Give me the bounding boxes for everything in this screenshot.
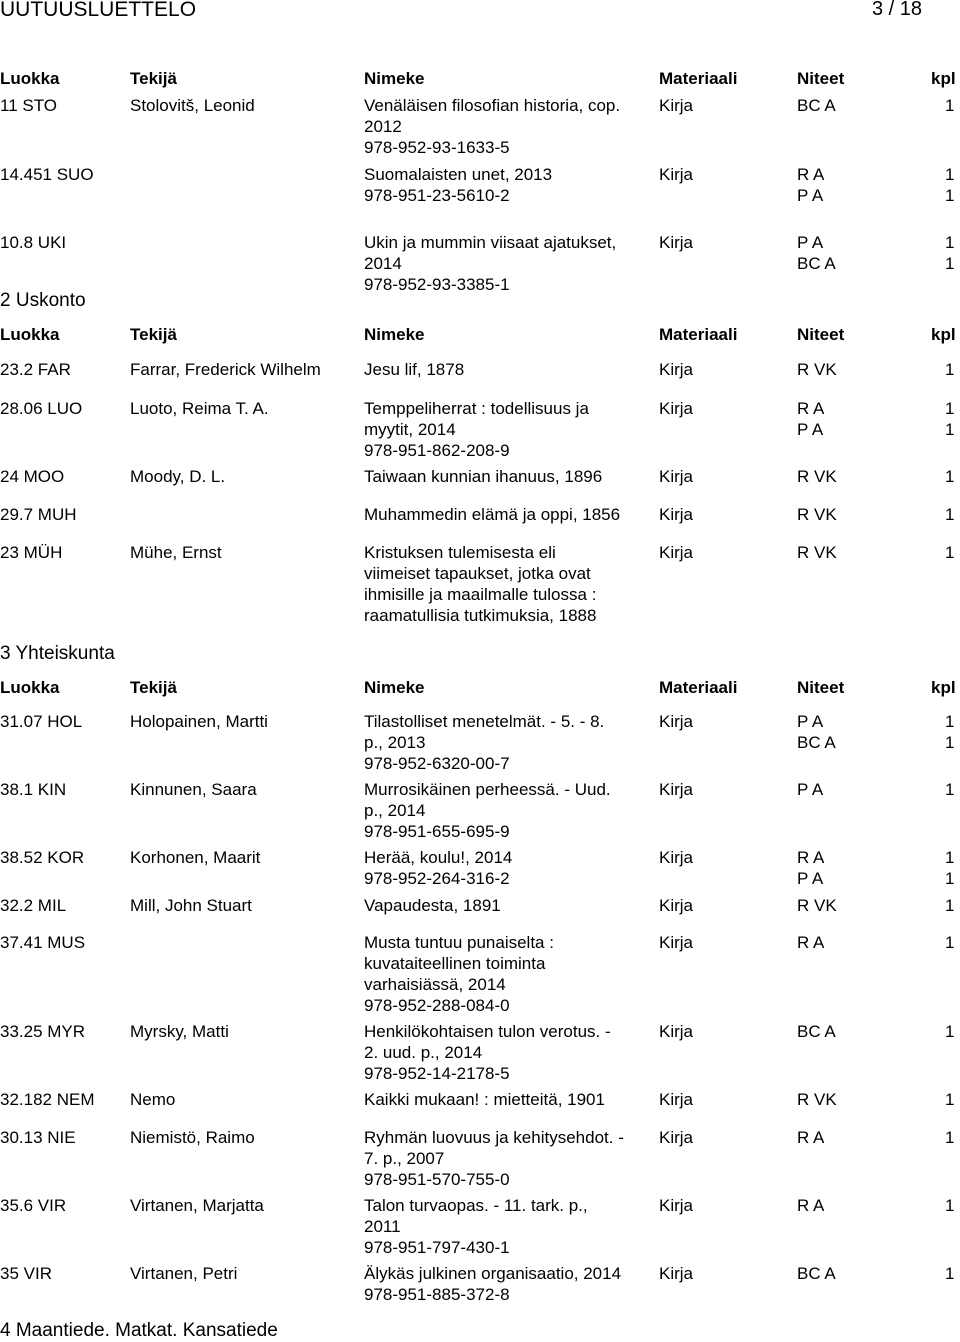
copies-location: [797, 542, 897, 563]
copy-count: [945, 466, 960, 487]
title-line: Musta tuntuu punaiselta :: [364, 933, 554, 952]
copy-count-line: 1: [945, 869, 955, 888]
copies-location-line: R VK: [797, 467, 837, 486]
material: Kirja: [659, 1022, 694, 1041]
title-line: p., 2013: [364, 733, 426, 752]
title-cell: [364, 1195, 654, 1258]
copies-location: [797, 895, 897, 916]
title-line: varhaisiässä, 2014: [364, 975, 506, 994]
class-code: 38.1 KIN: [0, 780, 67, 799]
title-line: Älykäs julkinen organisaatio, 2014: [364, 1264, 622, 1283]
author: Holopainen, Martti: [130, 712, 268, 731]
class-code: 33.25 MYR: [0, 1022, 86, 1041]
column-header-niteet: Niteet: [797, 69, 845, 88]
column-header-luokka: Luokka: [0, 69, 60, 88]
section-title: 3 Yhteiskunta: [0, 643, 115, 664]
material: Kirja: [659, 360, 694, 379]
copies-location-line: BC A: [797, 1264, 836, 1283]
material: Kirja: [659, 165, 694, 184]
copies-location-line: P A: [797, 233, 824, 252]
title-cell: [364, 542, 654, 626]
title-line: 978-952-14-2178-5: [364, 1064, 510, 1083]
material: Kirja: [659, 848, 694, 867]
copy-count: [945, 542, 960, 563]
column-header-niteet: Niteet: [797, 678, 845, 697]
table-header: [0, 69, 960, 91]
title-line: 978-951-797-430-1: [364, 1238, 510, 1257]
class-code: 35.6 VIR: [0, 1196, 67, 1215]
class-code: 24 MOO: [0, 467, 65, 486]
copies-location: [797, 164, 897, 206]
class-code: 38.52 KOR: [0, 848, 85, 867]
copy-count: [945, 779, 960, 800]
copy-count: [945, 164, 960, 206]
title-line: Kristuksen tulemisesta eli: [364, 543, 556, 562]
title-line: 2. uud. p., 2014: [364, 1043, 483, 1062]
copy-count-line: 1: [945, 712, 955, 731]
title-cell: [364, 895, 654, 916]
title-line: Temppeliherrat : todellisuus ja: [364, 399, 589, 418]
title-cell: [364, 1089, 654, 1110]
class-code: 14.451 SUO: [0, 165, 94, 184]
author: Virtanen, Marjatta: [130, 1196, 264, 1215]
title-cell: [364, 1263, 654, 1305]
title-cell: [364, 847, 654, 889]
author: Mühe, Ernst: [130, 543, 222, 562]
copy-count: [945, 895, 960, 916]
copy-count-line: 1: [945, 543, 955, 562]
column-header-materiaali: Materiaali: [659, 69, 738, 88]
material: Kirja: [659, 1128, 694, 1147]
title-cell: [364, 932, 654, 1016]
copy-count-line: 1: [945, 848, 955, 867]
title-line: Tilastolliset menetelmät. - 5. - 8.: [364, 712, 605, 731]
class-code: 11 STO: [0, 96, 58, 115]
author: Mill, John Stuart: [130, 896, 252, 915]
copy-count-line: 1: [945, 896, 955, 915]
title-line: Henkilökohtaisen tulon verotus. -: [364, 1022, 611, 1041]
copy-count-line: 1: [945, 505, 955, 524]
author: Myrsky, Matti: [130, 1022, 229, 1041]
title-line: p., 2014: [364, 801, 426, 820]
copy-count: [945, 1195, 960, 1216]
copies-location-line: R A: [797, 848, 825, 867]
class-code: 29.7 MUH: [0, 505, 77, 524]
table-header: [0, 678, 960, 700]
author: Farrar, Frederick Wilhelm: [130, 360, 321, 379]
column-header-nimeke: Nimeke: [364, 678, 425, 697]
title-line: Kaikki mukaan! : mietteitä, 1901: [364, 1090, 605, 1109]
title-cell: [364, 95, 654, 158]
title-line: Taiwaan kunnian ihanuus, 1896: [364, 467, 603, 486]
copies-location: [797, 779, 897, 800]
author: Luoto, Reima T. A.: [130, 399, 269, 418]
material: Kirja: [659, 543, 694, 562]
copies-location: [797, 1021, 897, 1042]
copies-location: [797, 232, 897, 274]
copy-count-line: 1: [945, 1128, 955, 1147]
copies-location-line: R VK: [797, 360, 837, 379]
copies-location: [797, 847, 897, 889]
copies-location: [797, 398, 897, 440]
column-header-tekija: Tekijä: [130, 69, 177, 88]
column-header-materiaali: Materiaali: [659, 678, 738, 697]
copy-count-line: 1: [945, 467, 955, 486]
copies-location-line: R A: [797, 1128, 825, 1147]
class-code: 28.06 LUO: [0, 399, 83, 418]
copies-location-line: R VK: [797, 543, 837, 562]
copy-count-line: 1: [945, 733, 955, 752]
copy-count: [945, 847, 960, 889]
copies-location-line: R A: [797, 1196, 825, 1215]
copies-location-line: P A: [797, 780, 824, 799]
class-code: 35 VIR: [0, 1264, 52, 1283]
section-title: 4 Maantiede. Matkat. Kansatiede: [0, 1320, 278, 1341]
copies-location-line: BC A: [797, 254, 836, 273]
copy-count: [945, 932, 960, 953]
title-line: 978-951-885-372-8: [364, 1285, 510, 1304]
title-line: Jesu lif, 1878: [364, 360, 465, 379]
column-header-nimeke: Nimeke: [364, 325, 425, 344]
material: Kirja: [659, 1196, 694, 1215]
copies-location-line: BC A: [797, 96, 836, 115]
author: Kinnunen, Saara: [130, 780, 257, 799]
material: Kirja: [659, 96, 694, 115]
copy-count-line: 1: [945, 780, 955, 799]
copy-count-line: 1: [945, 165, 955, 184]
class-code: 32.182 NEM: [0, 1090, 95, 1109]
copies-location: [797, 1089, 897, 1110]
title-cell: [364, 164, 654, 206]
title-line: 2012: [364, 117, 402, 136]
copy-count-line: 1: [945, 399, 955, 418]
title-line: Talon turvaopas. - 11. tark. p.,: [364, 1196, 588, 1215]
copies-location-line: BC A: [797, 1022, 836, 1041]
copies-location: [797, 711, 897, 753]
author: Niemistö, Raimo: [130, 1128, 255, 1147]
title-line: 978-952-93-1633-5: [364, 138, 510, 157]
copy-count-line: 1: [945, 233, 955, 252]
title-line: 978-952-6320-00-7: [364, 754, 510, 773]
title-line: raamatullisia tutkimuksia, 1888: [364, 606, 597, 625]
column-header-luokka: Luokka: [0, 678, 60, 697]
title-cell: [364, 232, 654, 295]
material: Kirja: [659, 399, 694, 418]
copy-count: [945, 711, 960, 753]
title-cell: [364, 359, 654, 380]
copy-count: [945, 1021, 960, 1042]
material: Kirja: [659, 233, 694, 252]
section-title: 2 Uskonto: [0, 290, 86, 311]
title-line: Murrosikäinen perheessä. - Uud.: [364, 780, 611, 799]
material: Kirja: [659, 712, 694, 731]
copy-count: [945, 95, 960, 116]
class-code: 23 MÜH: [0, 543, 63, 562]
copies-location-line: R A: [797, 399, 825, 418]
copies-location: [797, 1195, 897, 1216]
title-line: Ryhmän luovuus ja kehitysehdot. -: [364, 1128, 624, 1147]
copies-location-line: R A: [797, 165, 825, 184]
title-line: Muhammedin elämä ja oppi, 1856: [364, 505, 621, 524]
copies-location: [797, 504, 897, 525]
class-code: 31.07 HOL: [0, 712, 83, 731]
title-line: Herää, koulu!, 2014: [364, 848, 513, 867]
title-line: viimeiset tapaukset, jotka ovat: [364, 564, 591, 583]
class-code: 10.8 UKI: [0, 233, 67, 252]
material: Kirja: [659, 1264, 694, 1283]
title-cell: [364, 504, 654, 525]
title-line: 978-952-93-3385-1: [364, 275, 510, 294]
copy-count: [945, 232, 960, 274]
column-header-luokka: Luokka: [0, 325, 60, 344]
column-header-niteet: Niteet: [797, 325, 845, 344]
copies-location-line: R VK: [797, 505, 837, 524]
material: Kirja: [659, 780, 694, 799]
title-line: 978-951-862-208-9: [364, 441, 510, 460]
copy-count: [945, 504, 960, 525]
copy-count-line: 1: [945, 360, 955, 379]
copies-location-line: R A: [797, 933, 825, 952]
column-header-tekija: Tekijä: [130, 678, 177, 697]
material: Kirja: [659, 505, 694, 524]
copy-count-line: 1: [945, 1090, 955, 1109]
column-header-tekija: Tekijä: [130, 325, 177, 344]
copy-count-line: 1: [945, 186, 955, 205]
material: Kirja: [659, 467, 694, 486]
material: Kirja: [659, 1090, 694, 1109]
copies-location: [797, 932, 897, 953]
title-line: Vapaudesta, 1891: [364, 896, 501, 915]
class-code: 37.41 MUS: [0, 933, 86, 952]
copy-count-line: 1: [945, 933, 955, 952]
column-header-materiaali: Materiaali: [659, 325, 738, 344]
title-cell: [364, 398, 654, 461]
copies-location-line: P A: [797, 869, 824, 888]
document-title: UUTUUSLUETTELO: [0, 0, 197, 21]
title-line: 978-951-655-695-9: [364, 822, 510, 841]
author: Moody, D. L.: [130, 467, 226, 486]
material: Kirja: [659, 896, 694, 915]
copy-count: [945, 1263, 960, 1284]
page-number: 3 / 18: [872, 0, 923, 20]
copies-location: [797, 359, 897, 380]
table-header: [0, 325, 960, 347]
copy-count-line: 1: [945, 1264, 955, 1283]
title-line: 978-951-23-5610-2: [364, 186, 510, 205]
title-cell: [364, 1127, 654, 1190]
class-code: 23.2 FAR: [0, 360, 71, 379]
material: Kirja: [659, 933, 694, 952]
copies-location: [797, 1127, 897, 1148]
author: Nemo: [130, 1090, 176, 1109]
column-header-kpl: kpl: [931, 678, 956, 697]
title-line: 978-952-288-084-0: [364, 996, 510, 1015]
copies-location-line: P A: [797, 186, 824, 205]
title-line: Venäläisen filosofian historia, cop.: [364, 96, 621, 115]
title-line: kuvataiteellinen toiminta: [364, 954, 546, 973]
class-code: 32.2 MIL: [0, 896, 67, 915]
class-code: 30.13 NIE: [0, 1128, 76, 1147]
title-line: 7. p., 2007: [364, 1149, 445, 1168]
title-line: myytit, 2014: [364, 420, 456, 439]
copy-count: [945, 398, 960, 440]
column-header-nimeke: Nimeke: [364, 69, 425, 88]
copy-count-line: 1: [945, 1196, 955, 1215]
title-line: 2014: [364, 254, 402, 273]
copy-count-line: 1: [945, 96, 955, 115]
copy-count-line: 1: [945, 420, 955, 439]
copy-count-line: 1: [945, 1022, 955, 1041]
title-line: Suomalaisten unet, 2013: [364, 165, 553, 184]
author: Virtanen, Petri: [130, 1264, 238, 1283]
copies-location-line: BC A: [797, 733, 836, 752]
title-cell: [364, 1021, 654, 1084]
title-line: Ukin ja mummin viisaat ajatukset,: [364, 233, 617, 252]
title-line: 978-952-264-316-2: [364, 869, 510, 888]
copies-location: [797, 95, 897, 116]
copies-location: [797, 1263, 897, 1284]
column-header-kpl: kpl: [931, 325, 956, 344]
title-line: 2011: [364, 1217, 401, 1236]
copy-count: [945, 1127, 960, 1148]
copy-count: [945, 359, 960, 380]
title-cell: [364, 779, 654, 842]
copies-location-line: R VK: [797, 896, 837, 915]
copies-location-line: R VK: [797, 1090, 837, 1109]
column-header-kpl: kpl: [931, 69, 956, 88]
title-line: 978-951-570-755-0: [364, 1170, 510, 1189]
title-cell: [364, 466, 654, 487]
author: Stolovitš, Leonid: [130, 96, 255, 115]
copy-count: [945, 1089, 960, 1110]
title-cell: [364, 711, 654, 774]
copies-location: [797, 466, 897, 487]
copy-count-line: 1: [945, 254, 955, 273]
copies-location-line: P A: [797, 712, 824, 731]
copies-location-line: P A: [797, 420, 824, 439]
author: Korhonen, Maarit: [130, 848, 261, 867]
title-line: ihmisille ja maailmalle tulossa :: [364, 585, 597, 604]
